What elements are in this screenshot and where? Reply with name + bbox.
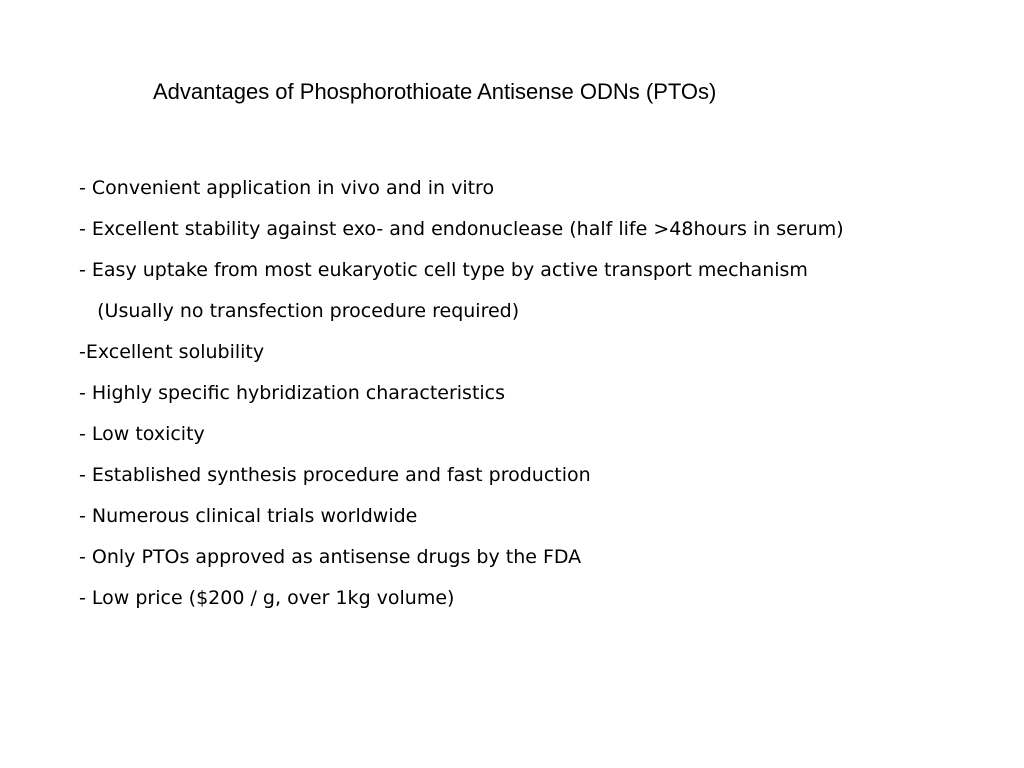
list-item: - Easy uptake from most eukaryotic cell type by active transport mechanism xyxy=(79,259,808,281)
slide-title: Advantages of Phosphorothioate Antisense ODNs (PTOs) xyxy=(153,79,717,104)
list-item: - Low price ($200 / g, over 1kg volume) xyxy=(79,587,455,609)
list-item: - Highly specific hybridization characteristics xyxy=(79,382,506,404)
list-item: - Numerous clinical trials worldwide xyxy=(79,505,418,527)
list-item: - Excellent stability against exo- and endonuclease (half life >48hours in serum) xyxy=(79,218,844,240)
list-item: - Low toxicity xyxy=(79,423,205,445)
list-item: - Only PTOs approved as antisense drugs by the FDA xyxy=(79,546,582,568)
list-item: - Established synthesis procedure and fast production xyxy=(79,464,591,486)
list-item-continuation: (Usually no transfection procedure required) xyxy=(79,300,520,322)
list-item: - Convenient application in vivo and in vitro xyxy=(79,177,495,199)
advantages-list xyxy=(79,168,999,619)
list-item: -Excellent solubility xyxy=(79,341,265,363)
